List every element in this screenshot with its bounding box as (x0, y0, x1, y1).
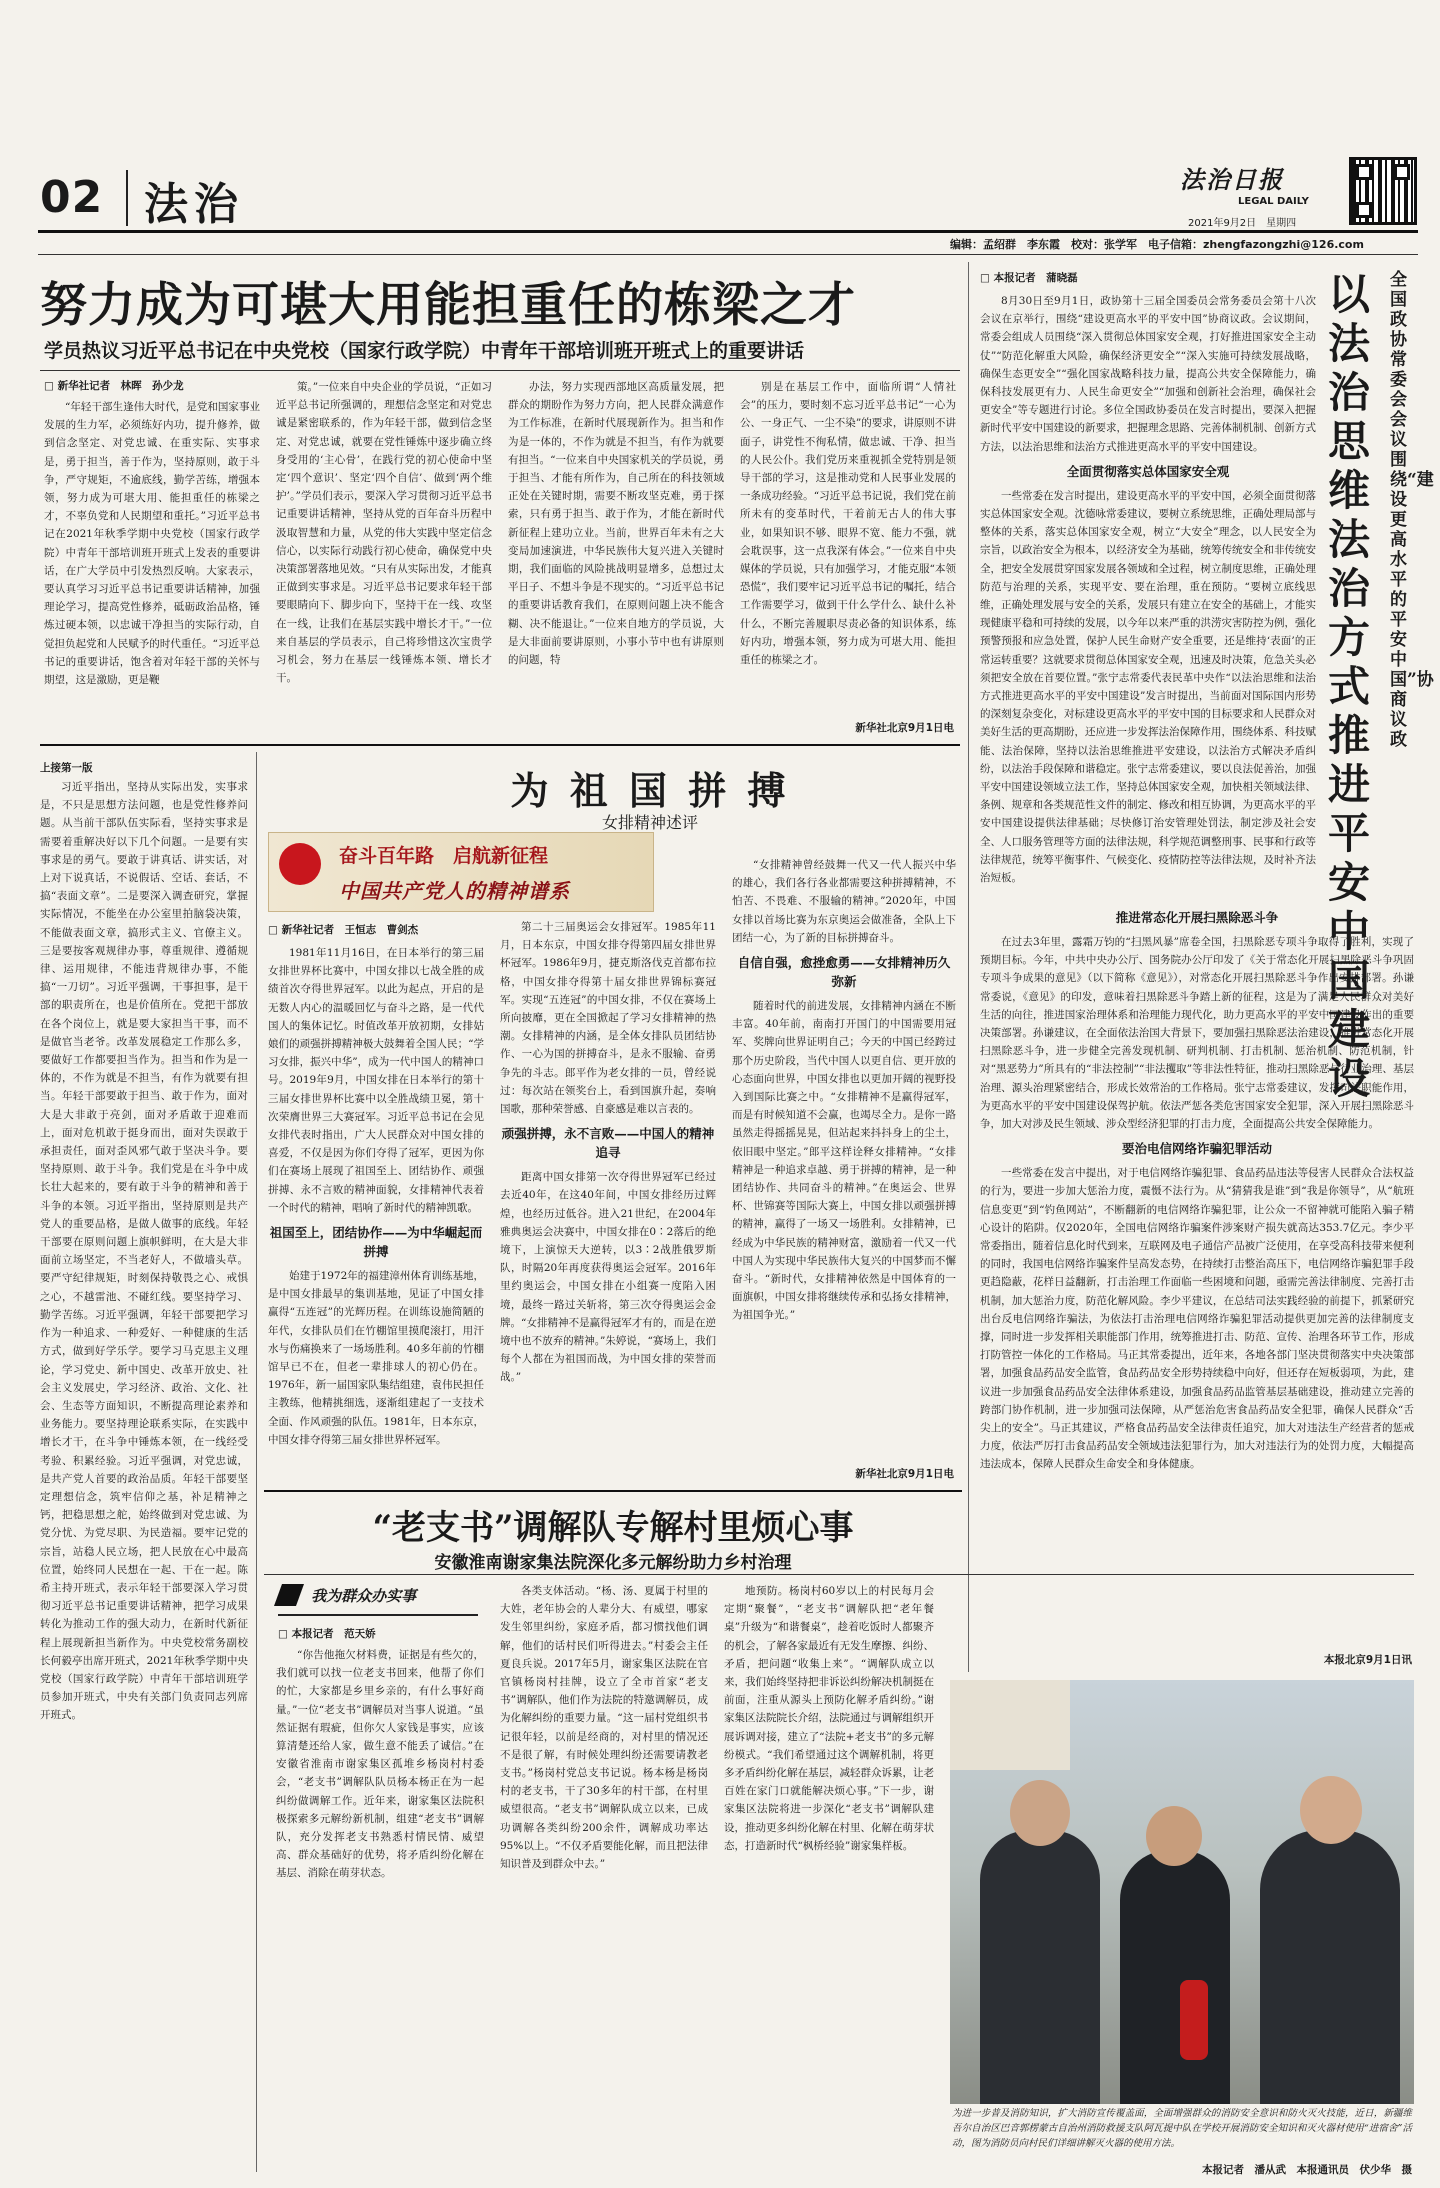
feature-subhead-2: 顽强拼搏，永不言败——中国人的精神追寻 (501, 1126, 715, 1161)
feature-text-2: 第二十三届奥运会女排冠军。1985年11月，日本东京，中国女排夺得第四届女排世界杯冠军。1986年9月，捷克斯洛伐克首都布拉格，中国女排夺得第十届女排世界锦标赛冠军。实现“五连冠”的中国女排，不仅在赛场上所向披靡，更在全国掀起了学习女排精神的热潮。女排精神的内涵，是全体女排队员团结协作、一心为国的拼搏奋斗，是永不服输、奋勇争先的斗志。郎平作为老女排的一员，曾经说过：每次站在领奖台上，看到国旗升起，奏响国歌，那种荣誉感、自豪感是难以言表的。 (500, 921, 716, 1116)
right-subhead-1: 全面贯彻落实总体国家安全观 (1066, 463, 1230, 479)
right-text-1: 一些常委在发言时提出，建设更高水平的平安中国，必须全面贯彻落实总体国家安全观。沈德咏常委建议，要树立系统思维，正确处理局部与整体的关系，落实总体国家安全观，树立“大安全”理念，以人民安全为宗旨，以政治安全为根本，以经济安全为基础，统筹传统安全和非传统安全，把安全发展贯穿国家发展各领域和全过程，树立制度思维，正确处理防范与治理的关系，实现平安、要在治理，重在预防。“要树立底线思维，正确处理发展与安全的关系，发展只有建立在安全的基础上，才能实现健康平稳和可持续的发展，以今年以来严重的洪涝灾害防控为例，强化预警预报和应急处置，保护人民生命财产安全重要，还是维持‘表面’的正常运转重要？这就要求贯彻总体国家安全观，迅速及时决策，危急关头必须把安全放在首要位置。”张宁志常委代表民革中央作“以法治思维和法治方式推进更高水平的平安中国建设”发言时提出，当前面对国际国内形势的深刻复杂变化，对标建设更高水平的平安中国的目标要求和人民群众对美好生活的更高期盼，还应进一步发挥法治保障作用，围绕体系、科技赋能、法治保障，坚持以法治思维推进平安建设，以法治方式解决矛盾纠纷，以法治手段保障和谐稳定。张宁志常委建议，要以良法促善治，加强平安中国建设领域立法工作，坚持总体国家安全观，加快相关领域法律、条例、规章和各类规范性文件的制定、修改和相互协调，为更高水平的平安中国建设提供法律基础；尽快修订治安管理处罚法，制定涉及社会安全、人口服务管理等方面的法律法规，科学规范调整刑事、民事和行政等法律规范，统筹平衡事件、气候变化、疫情防控等法律法规，及时补齐法治短板。 (980, 489, 1316, 885)
party-emblem-icon (279, 843, 321, 885)
continue-text: 习近平指出，坚持从实际出发，实事求是，不只是思想方法问题，也是党性修养问题。从当前干部队伍实际看，坚持实事求是需要着重解决好以下几个问题。一是要有实事求是的勇气。要敢于讲真话、讲实话，对上对下说真话，不说假话、空话、套话，不搞“表面文章”。二是要深入调查研究，掌握实际情况，不能坐在办公室里拍脑袋决策，不能做表面文章，搞形式主义、官僚主义。三是要按客观规律办事，尊重规律、遵循规律、运用规律，不能违背规律办事，不能搞“一刀切”。习近平强调，干事担事，是干部的职责所在，也是价值所在。党把干部放在各个岗位上，就是要大家担当干事，而不是做官当老爷。改革发展稳定工作那么多，要做好工作都要担当作为。担当和作为是一体的，不作为就是不担当，有作为就要有担当。年轻干部要敢于担当、敢于作为，面对大是大非敢于亮剑，面对矛盾敢于迎难而上，面对危机敢于挺身而出，面对失误敢于承担责任，面对歪风邪气敢于坚决斗争。要坚持原则、敢于斗争。我们党是在斗争中成长壮大起来的，要有敢于斗争的精神和善于斗争的本领。习近平指出，坚持原则是共产党人的重要品格，是做人做事的底线。年轻干部要在原则问题上旗帜鲜明，在大是大非面前立场坚定，不当老好人，不做墙头草。要严守纪律规矩，时刻保持敬畏之心、戒惧之心，不越雷池、不碰红线。要坚持学习、勤学苦练。习近平强调，年轻干部要把学习作为一种追求、一种爱好、一种健康的生活方式，做到好学乐学。要学习马克思主义理论，学习党史、新中国史、改革开放史、社会主义发展史，学习经济、政治、文化、社会、生态等方面知识，不断提高理论素养和业务能力。要坚持理论联系实际，在实践中增长才干，在斗争中锤炼本领，在一线经受考验、积累经验。习近平强调，对党忠诚，是共产党人首要的政治品质。年轻干部要坚定理想信念，筑牢信仰之基，补足精神之钙，把稳思想之舵，始终做到对党忠诚、为党分忧、为党尽职、为民造福。要牢记党的宗旨，站稳人民立场，把人民放在心中最高位置，始终同人民想在一起、干在一起。陈希主持开班式，表示年轻干部要深入学习贯彻习近平总书记重要讲话精神，把学习成果转化为推动工作的强大动力，在新时代新征程上展现新担当新作为。中央党校常务副校长何毅亭出席开班式，2021年秋季学期中央党校（国家行政学院）中青年干部培训班学员参加开班式，中央有关部门负责同志列席开班式。 (40, 781, 248, 1722)
right-kicker: 全国政协常委会会议围绕“建设更高水平的平安中国”协商议政 (1390, 270, 1434, 750)
person-left (980, 1830, 1100, 2104)
person-center (1120, 1850, 1230, 2104)
feature-credit: 新华社北京9月1日电 (855, 1468, 954, 1480)
lead-text-2: 策。”一位来自中央企业的学员说，“正如习近平总书记所强调的，理想信念坚定和对党忠诚是紧密联系的，作为年轻干部，做到信念坚定、对党忠诚，就要在党性锤炼中逐步确立终身受用的‘主心骨’，在践行党的初心使命中坚定‘四个意识’、坚定‘四个自信’、做到‘两个维护’。”学员们表示，要深入学习贯彻习近平总书记重要讲话精神，坚持从党的百年奋斗历程中汲取智慧和力量，从党的伟大实践中坚定信念信心，以实际行动践行初心使命，确保党中央决策部署落地见效。“只有从实际出发，才能真正做到实事求是。习近平总书记要求年轻干部要眼睛向下、脚步向下，坚持干在一线、攻坚在一线，让我们在基层实践中增长才干。”一位来自基层的学员表示，自己将珍惜这次宝贵学习机会，努力在基层一线锤炼本领、增长才干。 (276, 381, 492, 685)
lead-bottom-rule (40, 744, 960, 746)
bottom-byline: □ 本报记者 范天娇 (278, 1628, 376, 1640)
right-column-rule (968, 262, 969, 1672)
person-left-head (1010, 1780, 1070, 1846)
continue-column (40, 778, 248, 2172)
bottom-column-2 (500, 1582, 708, 2174)
bottom-subhead: 安徽淮南谢家集法院深化多元解纷助力乡村治理 (434, 1553, 792, 1573)
lead-text-3: 办法，努力实现西部地区高质量发展，把群众的期盼作为努力方向，把人民群众满意作为工作标准，在新时代展现新作为。担当和作为是一体的，不作为就是不担当，有作为就要有担当。“一位来自中央国家机关的学员说，勇于担当、才能有所作为，自己所在的科技领域正处在关键时期，需要不断攻坚克难，勇于探索，只有勇于担当、敢于作为，才能在新时代新征程上建功立业。当前，世界百年未有之大变局加速演进，中华民族伟大复兴进入关键时期，我们面临的风险挑战明显增多，总想过太平日子、不想斗争是不现实的。“习近平总书记的重要讲话教育我们，在原则问题上决不能含糊、决不能退让。”一位来自地方的学员说，大是大非面前要讲原则，小事小节中也有讲原则的问题，特 (508, 381, 724, 667)
brush-icon (274, 1584, 304, 1606)
feature-text-3: “女排精神曾经鼓舞一代又一代人振兴中华的雄心，我们各行各业都需要这种拼搏精神，不怕苦、不畏难、不服输的精神。”2020年，中国女排以首场比赛为东京奥运会做准备，全队上下团结一心，为了新的目标拼搏奋斗。 (732, 859, 956, 944)
editor-line: 编辑：孟绍群 李东霞 校对：张学军 电子信箱：zhengfazongzhi@126.com (950, 238, 1364, 251)
lead-column-2 (276, 378, 492, 738)
feature-subhead-1: 祖国至上，团结协作——为中华崛起而拼搏 (269, 1225, 483, 1260)
right-subhead-2: 推进常态化开展扫黑除恶斗争 (1115, 910, 1279, 925)
masthead-divider (126, 170, 128, 226)
continue-label: 上接第一版 (40, 762, 93, 774)
lead-byline: □ 新华社记者 林晖 孙少龙 (44, 380, 184, 392)
bottom-text-1: “你告他拖欠材料费，证据是有些欠的，我们就可以找一位老支书回来，他帮了你们的忙，大家都是乡里乡亲的，有什么事好商量。”一位“老支书”调解员对当事人说道。“虽然证据有瑕疵，但你欠人家钱是事实，应该算清楚还给人家，做生意不能丢了诚信。”在安徽省淮南市谢家集区孤堆乡杨岗村村委会，“老支书”调解队队员杨本杨正在为一起纠纷做调解工作。近年来，谢家集区法院积极探索多元解纷新机制，组建“老支书”调解队，充分发挥老支书熟悉村情民情、威望高、群众基础好的优势，将矛盾纠纷化解在基层、消除在萌芽状态。 (276, 1649, 484, 1880)
right-subhead-3: 要治电信网络诈骗犯罪活动 (1121, 1141, 1272, 1157)
lead-column-4 (740, 378, 956, 714)
person-right-head (1300, 1776, 1362, 1844)
feature-column-1 (268, 944, 484, 1480)
feature-bottom-rule (264, 1490, 962, 1492)
lead-credit: 新华社北京9月1日电 (855, 722, 954, 734)
banner-script: 中国共产党人的精神谱系 (339, 879, 570, 903)
person-center-head (1146, 1806, 1202, 1866)
right-byline: □ 本报记者 蒲晓磊 (980, 272, 1078, 284)
feature-text-1: 1981年11月16日，在日本举行的第三届女排世界杯比赛中，中国女排以七战全胜的成绩首次夺得世界冠军。以此为起点，开启的是无数人内心的温暖回忆与奋斗之路，是一代代国人的集体记忆。时值改革开放初期，女排姑娘们的顽强拼搏精神极大鼓舞着全国人民；“学习女排，振兴中华”，成为一代中国人的精神口号。2019年9月，中国女排在日本举行的第十三届女排世界杯比赛中以全胜战绩卫冕，第十次荣膺世界三大赛冠军。习近平总书记在会见女排代表时指出，广大人民群众对中国女排的喜爱，不仅是因为你们夺得了冠军，更因为你们在赛场上展现了祖国至上、团结协作、顽强拼搏、永不言败的精神面貌，女排精神代表着一个时代的精神，唱响了新时代的精神凯歌。 (268, 947, 484, 1214)
bottom-column-3 (724, 1582, 934, 2174)
bottom-rule (264, 1574, 1414, 1575)
left-column-rule (256, 752, 257, 2172)
bottom-text-3: 地预防。杨岗村60岁以上的村民每月会定期“聚餐”，“老支书”调解队把“老年餐桌”升级为“和谐餐桌”，趁着吃饭时人都聚齐的机会，了解各家最近有无发生摩擦、纠纷、矛盾，把问题“收集上来”。“调解队成立以来，我们始终坚持把非诉讼纠纷解决机制挺在前面，注重从源头上预防化解矛盾纠纷。”谢家集区法院院长介绍，法院通过与调解组织开展诉调对接，建立了“法院+老支书”的多元解纷模式。“我们希望通过这个调解机制，将更多矛盾纠纷化解在基层，减轻群众诉累，让老百姓在家门口就能解决烦心事。”下一步，谢家集区法院将进一步深化“老支书”调解队建设，推动更多纠纷化解在村里、化解在萌芽状态，打造新时代“枫桥经验”谢家集样板。 (724, 1585, 934, 1852)
extinguisher-icon (1180, 1980, 1208, 2060)
qr-code (1352, 160, 1414, 222)
feature-column-2 (500, 918, 716, 1480)
feature-column-3 (732, 856, 956, 1456)
column-logo (278, 1584, 478, 1616)
feature-text-3b: 随着时代的前进发展，女排精神内涵在不断丰富。40年前，南南打开国门的中国需要用冠军、奖牌向世界证明自己；今天的中国已经跨过那个历史阶段，当代中国人以更自信、更开放的心态面向世界，中国女排也以更加开阔的视野投入到国际比赛之中。“女排精神不是赢得冠军，而是有时候知道不会赢，也竭尽全力。是你一路虽然走得摇摇晃晃，但站起来抖抖身上的尘土，依旧眼中坚定。”郎平这样诠释女排精神。“女排精神是一种追求卓越、勇于拼搏的精神，是一种团结协作、共同奋斗的精神。”在奥运会、世界杯、世锦赛等国际大赛上，中国女排以顽强拼搏的精神，赢得了一场又一场胜利。女排精神，已经成为中华民族的精神财富，激励着一代又一代中国人为实现中华民族伟大复兴的中国梦而不懈奋斗。“新时代，女排精神依然是中国体育的一面旗帜，中国女排将继续传承和弘扬女排精神，为祖国争光。” (732, 1000, 956, 1322)
logo: 法治日报 (1180, 165, 1284, 194)
photo-caption: 为进一步普及消防知识，扩大消防宣传覆盖面，全面增强群众的消防安全意识和防火灭火技能，近日，新疆维吾尔自治区巴音郭楞蒙古自治州消防救援支队阿瓦提中队在学校开展消防安全知识和灭火器材使用“进宿舍”活动，图为消防员向村民们详细讲解灭火器的使用方法。 (952, 2108, 1412, 2149)
feature-text-2b: 距离中国女排第一次夺得世界冠军已经过去近40年，在这40年间，中国女排经历过辉煌，也经历过低谷。进入21世纪，在2004年雅典奥运会决赛中，中国女排在0∶2落后的绝境下，上演惊天大逆转，以3∶2战胜俄罗斯队，时隔20年再度获得奥运会冠军。2016年里约奥运会，中国女排在小组赛一度陷入困境，最终一路过关斩将，第三次夺得奥运会金牌。“女排精神不是赢得冠军才有的，而是在逆境中也不放弃的精神。”朱婷说，“赛场上，我们每个人都在为祖国而战，为中国女排的荣誉而战。” (500, 1171, 716, 1384)
news-photo (950, 1680, 1414, 2104)
lead-rule (40, 370, 960, 371)
page-number: 02 (40, 172, 104, 223)
feature-byline: □ 新华社记者 王恒志 曹剑杰 (268, 924, 419, 936)
banner-title: 奋斗百年路 启航新征程 (339, 845, 549, 867)
sign-shape (950, 1680, 1070, 1770)
feature-headline: 为 祖 国 拼 搏 (510, 768, 790, 813)
lead-headline: 努力成为可堪大用能担重任的栋梁之才 (40, 278, 856, 333)
lead-text-1: “年轻干部生逢伟大时代，是党和国家事业发展的生力军，必须练好内功，提升修养，做到信念坚定、对党忠诚、在重实际、实事求是，勇于担当，善于作为，坚持原则，敢于斗争，严守规矩，不逾底线，勤学苦练，增强本领，努力成为可堪大用、能担重任的栋梁之才，不辜负党和人民期望和重托。”习近平总书记在2021年秋季学期中央党校（国家行政学院）中青年干部培训班开班式上发表的重要讲话，在广大学员中引发热烈反响。大家表示，要认真学习习近平总书记重要讲话精神，加强理论学习，提高党性修养，砥砺政治品格，锤炼过硬本领，以忠诚干净担当的实际行动，自觉担负起党和人民赋予的时代重任。“习近平总书记的重要讲话，饱含着对年轻干部的关怀与期望，这是激励，更是鞭 (44, 401, 260, 687)
section-title: 法治 (144, 179, 244, 230)
right-intro: 8月30日至9月1日，政协第十三届全国委员会常务委员会第十八次会议在京举行，围绕“建设更高水平的平安中国”协商议政。会议期间，常委会组成人员围绕“深入贯彻总体国家安全观，打好推进国家安全主动仗”“防范化解重大风险，确保经济更安全”“深入实施可持续发展战略，确保生态更安全”“强化国家战略科技力量，提高公共安全保障能力，确保科技发展更有力、人民生命更安全”“加强和创新社会治理，确保社会更安全”等专题进行讨论。多位全国政协委员在发言时提出，要深入把握新时代平安中国建设的新要求，把握理念思路、完善体制机制、创新方式方法，以法治思维和法治方式推进更高水平的平安中国建设。 (980, 295, 1316, 453)
issue-date: 2021年9月2日 星期四 (1188, 218, 1297, 229)
column-logo-text: 我为群众办实事 (311, 1586, 417, 1605)
right-text-3: 一些常委在发言中提出，对于电信网络诈骗犯罪、食品药品违法等侵害人民群众合法权益的行为，要进一步加大惩治力度，震慑不法行为。从“猜猜我是谁”到“我是你领导”，从“航班信息变更”到“钓鱼网站”，不断翻新的电信网络诈骗犯罪，让公众一不留神就可能陷入骗子精心设计的陷阱。仅2020年，全国电信网络诈骗案件涉案财产损失就高达353.7亿元。李少平常委指出，随着信息化时代到来，互联网及电子通信产品被广泛使用，在享受高科技带来便利的同时，我国电信网络诈骗案件呈高发态势，在持续打击整治高压下，电信网络诈骗犯罪手段更趋隐蔽，花样日益翻新，打击治理工作面临一些困境和问题，亟需完善法律制度、完善打击机制，加大惩治力度，防范化解风险。李少平建议，在总结司法实践经验的前提下，抓紧研究出台反电信网络诈骗法，为依法打击治理电信网络诈骗犯罪活动提供更加完善的法律制度支撑，同时进一步发挥相关职能部门作用，统筹推进打击、防范、宣传、治理各环节工作，形成打防管控一体化的工作格局。马正其常委提出，近年来，各地各部门坚决贯彻落实中央决策部署，加强食品药品安全监管，食品药品安全形势持续稳中向好，但还存在短板弱项，为此，建议进一步加强食品药品安全法律体系建设，加强食品药品监管基层基础建设，推动建立完善的跨部门协作机制，进一步加强司法保障，从严惩治危害食品药品安全犯罪，确保人民群众“舌尖上的安全”。马正其建议，严格食品药品安全法律责任追究，加大对违法生产经营者的惩戒力度，依法严厉打击食品药品安全领域违法犯罪行为，加大对违法行为的处罚力度，大幅提高违法成本，保障人民群众生命安全和身体健康。 (980, 1167, 1414, 1471)
feature-text-1b: 始建于1972年的福建漳州体育训练基地，是中国女排最早的集训基地，见证了中国女排赢得“五连冠”的光辉历程。在训练设施简陋的年代，女排队员们在竹棚馆里摸爬滚打，用汗水与伤痛换来了一场场胜利。40多年前的竹棚馆早已不在，但老一辈排球人的初心仍在。1976年，新一届国家队集结组建，袁伟民担任主教练，他精挑细选，逐渐组建起了一支技术全面、作风顽强的队伍。1981年，日本东京，中国女排夺得第三届女排世界杯冠军。 (268, 1270, 484, 1446)
photo-credit: 本报记者 潘从武 本报通讯员 伏少华 摄 (1202, 2164, 1412, 2176)
right-headline: 以法治思维法治方式推进平安中国建设 (1328, 270, 1371, 1103)
masthead-rule (38, 230, 1418, 233)
spirit-banner (268, 832, 654, 912)
feature-subhead: 女排精神述评 (601, 813, 698, 832)
editor-rule (38, 254, 1418, 255)
bottom-headline: “老支书”调解队专解村里烦心事 (372, 1508, 854, 1548)
bottom-text-2: 各类支体活动。“杨、汤、夏属于村里的大姓，老年协会的人辈分大、有威望，哪家发生邻里纠纷，家庭矛盾，都习惯找他们调解，他们的话村民们听得进去。”村委会主任夏良兵说。2017年5月，谢家集区法院在官官镇杨岗村挂牌，设立了全市首家“老支书”调解队，他们作为法院的特邀调解员，成为化解纠纷的重要力量。“这一届村党组织书记很年轻，以前是经商的，对村里的情况还不是很了解，有时候处理纠纷还需要请教老支书。”杨岗村党总支书记说。杨本杨是杨岗村的老支书，干了30多年的村干部，在村里威望很高。“老支书”调解队成立以来，已成功调解各类纠纷200余件，调解成功率达95%以上。“不仅矛盾要能化解，而且把法律知识普及到群众中去。” (500, 1585, 708, 1871)
lead-column-3 (508, 378, 724, 738)
right-column-bottom (980, 902, 1414, 1662)
person-right (1260, 1830, 1400, 2104)
lead-column-1 (44, 398, 260, 738)
right-text-2: 在过去3年里，露霜万钧的“扫黑风暴”席卷全国，扫黑除恶专项斗争取得了胜利，实现了预期目标。今年，中共中央办公厅、国务院办公厅印发了《关于常态化开展扫黑除恶斗争巩固专项斗争成果的意见》（以下简称《意见》），对常态化开展扫黑除恶斗争作出安排部署。孙谦常委说，《意见》的印发，意味着扫黑除恶斗争踏上新的征程，这是为了满足人民群众对美好生活的向往，推进国家治理体系和治理能力现代化，助力更高水平的平安中国建设作出的重要决策部署。孙谦建议，在全面依法治国大背景下，要加强扫黑除恶法治建设，推进常态化开展扫黑除恶斗争，进一步健全完善发现机制、研判机制、打击机制、惩治机制、防范机制，针对“黑恶势力”所具有的“非法控制”“非法攫取”等非法性特征，推动扫黑除恶与行业治理、基层治理、源头治理紧密结合，形成长效常治的工作格局。张宁志常委建议，发挥司法职能作用，为更高水平的平安中国建设保驾护航。依法严惩各类危害国家安全犯罪，深入开展扫黑除恶斗争，加大对涉及民生领域、涉众型经济犯罪的打击力度，全面提高公共安全保障能力。 (980, 936, 1414, 1131)
lead-subhead: 学员热议习近平总书记在中央党校（国家行政学院）中青年干部培训班开班式上的重要讲话 (44, 340, 805, 362)
logo-en: LEGAL DAILY (1238, 196, 1309, 207)
lead-text-4: 别是在基层工作中，面临所谓“人情社会”的压力，要时刻不忘习近平总书记“一心为公、一身正气、一尘不染”的要求，讲原则不讲面子，讲党性不徇私情，做忠诚、干净、担当的人民公仆。我们党历来重视抓全党特别是领导干部的学习，这是推动党和人民事业发展的一条成功经验。“习近平总书记说，我们党在前所未有的变革时代，干着前无古人的伟大事业，如果知识不够、眼界不宽、能力不强，就会耽误事，这一点我深有体会。”一位来自中央媒体的学员说，只有加强学习，才能克服“本领恐慌”，我们要牢记习近平总书记的嘱托，结合工作需要学习，做到干什么学什么、缺什么补什么，不断完善履职尽责必备的知识体系，练好内功，增强本领，努力成为可堪大用、能担重任的栋梁之才。 (740, 381, 956, 667)
bottom-column-1 (276, 1646, 484, 2174)
feature-subhead-3: 自信自强，愈挫愈勇——女排精神历久弥新 (737, 955, 951, 990)
right-credit: 本报北京9月1日讯 (1200, 1652, 1412, 1667)
